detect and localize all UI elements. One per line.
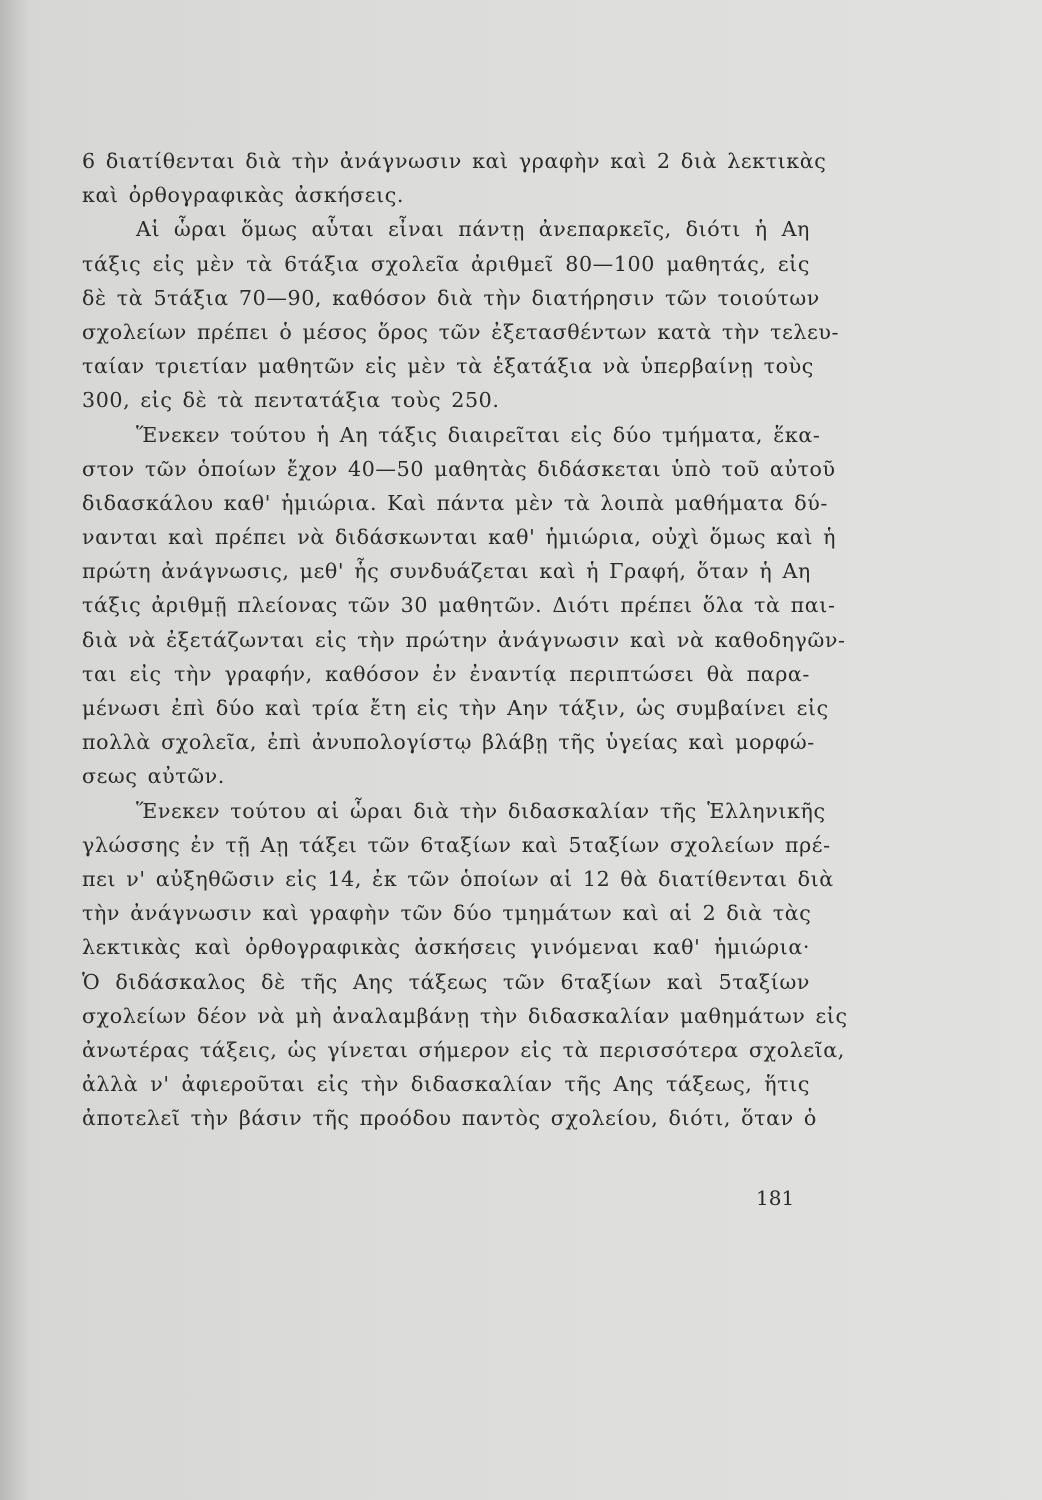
text-line: ταίαν τριετίαν μαθητῶν εἰς μὲν τὰ ἑξατάξια νὰ ὑπερβαίνῃ τοὺς bbox=[82, 354, 814, 379]
text-line: ἀνωτέρας τάξεις, ὡς γίνεται σήμερον εἰς τὰ περισσότερα σχολεῖα, bbox=[82, 1037, 845, 1062]
text-line: ἀλλὰ ν' ἀφιεροῦται εἰς τὴν διδασκαλίαν τῆς Αης τάξεως, ἥτις bbox=[82, 1072, 810, 1097]
text-line: ἀποτελεῖ τὴν βάσιν τῆς προόδου παντὸς σχολείου, διότι, ὅταν ὁ bbox=[82, 1106, 817, 1131]
text-line: 300, εἰς δὲ τὰ πεντατάξια τοὺς 250. bbox=[82, 388, 500, 413]
text-line: σεως αὐτῶν. bbox=[82, 764, 225, 789]
text-line: πει ν' αὐξηθῶσιν εἰς 14, ἐκ τῶν ὁποίων αἱ 12 θὰ διατίθενται διὰ bbox=[82, 866, 834, 891]
body-text bbox=[82, 144, 848, 1135]
text-line: διὰ νὰ ἐξετάζωνται εἰς τὴν πρώτην ἀνάγνωσιν καὶ νὰ καθοδηγῶν- bbox=[82, 627, 846, 652]
text-line: λεκτικὰς καὶ ὀρθογραφικὰς ἀσκήσεις γινόμεναι καθ' ἡμιώρια· bbox=[82, 935, 810, 960]
text-line: δὲ τὰ 5τάξια 70—90, καθόσον διὰ τὴν διατήρησιν τῶν τοιούτων bbox=[82, 285, 820, 310]
text-line: ται εἰς τὴν γραφήν, καθόσον ἐν ἐναντίᾳ περιπτώσει θὰ παρα- bbox=[82, 661, 810, 686]
text-line: τάξις ἀριθμῇ πλείονας τῶν 30 μαθητῶν. Διότι πρέπει ὅλα τὰ παι- bbox=[82, 593, 836, 618]
spine-shadow bbox=[0, 0, 30, 1500]
text-line: 6 διατίθενται διὰ τὴν ἀνάγνωσιν καὶ γραφὴν καὶ 2 διὰ λεκτικὰς bbox=[82, 149, 827, 173]
text-line: Ὁ διδάσκαλος δὲ τῆς Αης τάξεως τῶν 6ταξίων καὶ 5ταξίων bbox=[82, 969, 810, 994]
text-line: πρώτη ἀνάγνωσις, μεθ' ἧς συνδυάζεται καὶ ἡ Γραφή, ὅταν ἡ Αη bbox=[82, 559, 811, 584]
text-line: διδασκάλου καθ' ἡμιώρια. Καὶ πάντα μὲν τὰ λοιπὰ μαθήματα δύ- bbox=[82, 490, 828, 515]
text-line: πολλὰ σχολεῖα, ἐπὶ ἀνυπολογίστῳ βλάβῃ τῆς ὑγείας καὶ μορφώ- bbox=[82, 730, 815, 755]
page-number: 181 bbox=[756, 1186, 795, 1210]
text-line: τάξις εἰς μὲν τὰ 6τάξια σχολεῖα ἀριθμεῖ 80—100 μαθητάς, εἰς bbox=[82, 251, 810, 276]
text-line: νανται καὶ πρέπει νὰ διδάσκωνται καθ' ἡμιώρια, οὐχὶ ὅμως καὶ ἡ bbox=[82, 525, 837, 550]
text-line: μένωσι ἐπὶ δύο καὶ τρία ἔτη εἰς τὴν Αην τάξιν, ὡς συμβαίνει εἰς bbox=[82, 696, 829, 720]
text-line: Ἕνεκεν τούτου αἱ ὧραι διὰ τὴν διδασκαλίαν τῆς Ἑλληνικῆς bbox=[136, 798, 826, 823]
text-line: σχολείων πρέπει ὁ μέσος ὅρος τῶν ἐξετασθέντων κατὰ τὴν τελευ- bbox=[82, 319, 840, 344]
text-line: σχολείων δέον νὰ μὴ ἀναλαμβάνῃ τὴν διδασκαλίαν μαθημάτων εἰς bbox=[82, 1003, 848, 1028]
text-line: τὴν ἀνάγνωσιν καὶ γραφὴν τῶν δύο τμημάτων καὶ αἱ 2 διὰ τὰς bbox=[82, 901, 812, 926]
text-line: Ἕνεκεν τούτου ἡ Αη τάξις διαιρεῖται εἰς δύο τμήματα, ἕκα- bbox=[136, 422, 821, 447]
text-line: γλώσσης ἐν τῇ Αῃ τάξει τῶν 6ταξίων καὶ 5ταξίων σχολείων πρέ- bbox=[82, 832, 831, 857]
text-line: Αἱ ὧραι ὅμως αὗται εἶναι πάντῃ ἀνεπαρκεῖς, διότι ἡ Αη bbox=[136, 217, 810, 242]
text-line: στον τῶν ὁποίων ἔχον 40—50 μαθητὰς διδάσκεται ὑπὸ τοῦ αὐτοῦ bbox=[82, 456, 836, 481]
text-line: καὶ ὀρθογραφικὰς ἀσκήσεις. bbox=[82, 183, 405, 208]
